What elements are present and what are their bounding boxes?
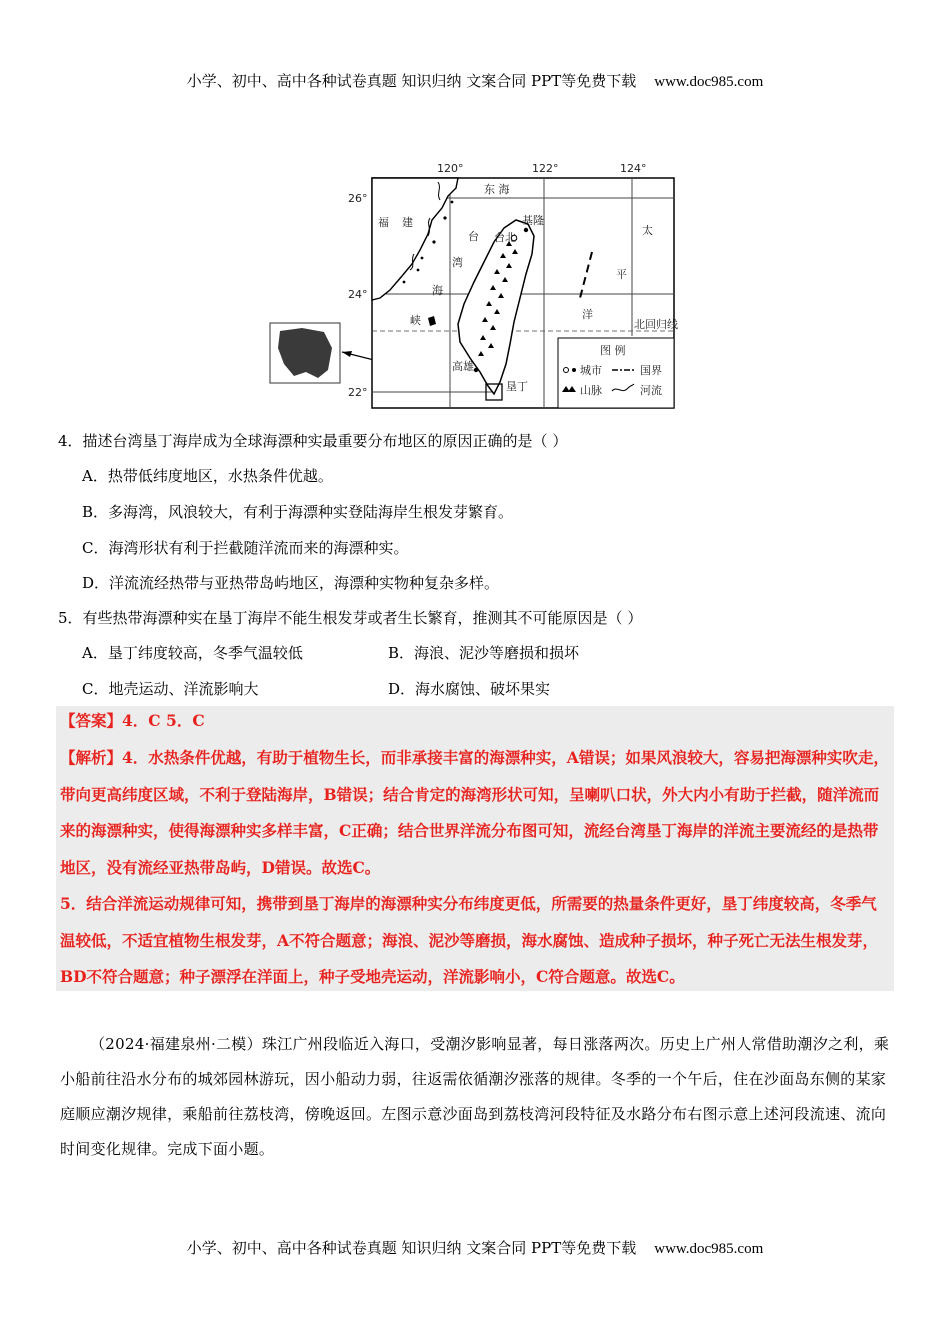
question-5-stem: 5．有些热带海漂种实在垦丁海岸不能生根发芽或者生长繁育，推测其不可能原因是（ ） (58, 609, 643, 627)
pacific-label: 洋 (582, 308, 593, 321)
city-label: 台北 (494, 231, 516, 244)
city-label: 基隆 (522, 214, 544, 227)
taiwan-map (262, 158, 682, 413)
q4-option-a: A．热带低纬度地区，水热条件优越。 (82, 467, 333, 485)
legend-title: 图 例 (600, 344, 626, 357)
city-label: 垦丁 (506, 380, 528, 393)
analysis-text-1: 4．水热条件优越，有助于植物生长，而非承接丰富的海漂种实，A错误；如果风浪较大，容易把海漂种实吹走，带向更高纬度区域，不利于登陆海岸，B错误；结合肯定的海湾形状可知，呈喇叭口状，外大内小有助于拦截，随洋流而来的海漂种实，使得海漂种实多样丰富，C正确；结合世界洋流分布图可知，流经台湾垦丁海岸的洋流主要流经的是热带地区，没有流经亚热带岛屿，D错误。故选C。 (60, 748, 889, 877)
q4-option-d: D．洋流流经热带与亚热带岛屿地区，海漂种实物种复杂多样。 (82, 574, 500, 592)
pacific-label: 太 (642, 224, 653, 237)
city-label: 高雄 (452, 360, 474, 373)
q5-option-a: A．垦丁纬度较高，冬季气温较低 (82, 644, 303, 662)
fujian-label: 福 (378, 216, 389, 229)
page-header (0, 70, 950, 91)
east-sea-label: 东 海 (484, 183, 510, 196)
pacific-label: 平 (616, 268, 627, 281)
tropic-label: 北回归线 (634, 318, 678, 331)
legend-border: 国界 (640, 364, 662, 377)
strait-label: 海 (432, 284, 443, 297)
footer-text: 小学、初中、高中各种试卷真题 知识归纳 文案合同 PPT等免费下载 (186, 1239, 637, 1257)
page-footer (0, 1237, 950, 1258)
answer-line (60, 703, 890, 740)
analysis-paragraph-1 (60, 740, 890, 886)
fujian-label: 建 (402, 216, 413, 229)
lon-label: 122° (532, 162, 559, 175)
lat-label: 26° (348, 192, 368, 205)
legend-mountain: 山脉 (580, 384, 602, 397)
answer-text: 4．C 5．C (122, 711, 205, 730)
lat-label: 22° (348, 386, 368, 399)
taiwan-map-figure (262, 158, 682, 413)
legend-river: 河流 (640, 384, 662, 397)
city-kaohsiung-marker (474, 368, 478, 372)
lon-label: 120° (437, 162, 464, 175)
analysis-label: 【解析】 (60, 748, 123, 767)
q4-option-b: B．多海湾，风浪较大，有利于海漂种实登陆海岸生根发芽繁育。 (82, 503, 514, 521)
question-4-stem: 4．描述台湾垦丁海岸成为全球海漂种实最重要分布地区的原因正确的是（ ） (58, 432, 568, 450)
strait-label: 峡 (410, 314, 421, 327)
legend-city: 城市 (580, 364, 602, 377)
lat-label: 24° (348, 288, 368, 301)
q5-option-d: D．海水腐蚀、破坏果实 (388, 680, 551, 698)
strait-label: 台 (468, 230, 479, 243)
footer-site-link[interactable]: www.doc985.com (654, 1241, 764, 1257)
city-keelung-marker (524, 228, 528, 232)
q5-option-b: B．海浪、泥沙等磨损和损坏 (388, 644, 580, 662)
header-text: 小学、初中、高中各种试卷真题 知识归纳 文案合同 PPT等免费下载 (186, 72, 637, 90)
header-site-link[interactable]: www.doc985.com (654, 74, 764, 90)
answer-label: 【答案】 (60, 711, 123, 730)
pointer-arrowhead (342, 351, 352, 357)
strait-label: 湾 (452, 256, 463, 269)
lon-label: 124° (620, 162, 647, 175)
q4-option-c: C．海湾形状有利于拦截随洋流而来的海漂种实。 (82, 539, 409, 557)
next-question-intro: （2024·福建泉州·二模）珠江广州段临近入海口，受潮汐影响显著，每日涨落两次。历史上广州人常借助潮汐之利，乘小船前往沿水分布的城郊园林游玩，因小船动力弱，往返需依循潮汐涨落的规律。冬季的一个午后，住在沙面岛东侧的某家庭顺应潮汐规律，乘船前往荔枝湾，傍晚返回。左图示意沙面岛到荔枝湾河段特征及水路分布右图示意上述河段流速、流向时间变化规律。完成下面小题。 (60, 1035, 890, 1158)
analysis-paragraph-2: 5．结合洋流运动规律可知，携带到垦丁海岸的海漂种实分布纬度更低，所需要的热量条件更好，垦丁纬度较高，冬季气温较低，不适宜植物生根发芽，A不符合题意；海浪、泥沙等磨损，海水腐蚀、造成种子损坏，种子死亡无法生根发芽，BD不符合题意；种子漂浮在洋面上，种子受地壳运动，洋流影响小，C符合题意。故选C。 (60, 894, 879, 986)
q5-option-c: C．地壳运动、洋流影响大 (82, 680, 259, 698)
